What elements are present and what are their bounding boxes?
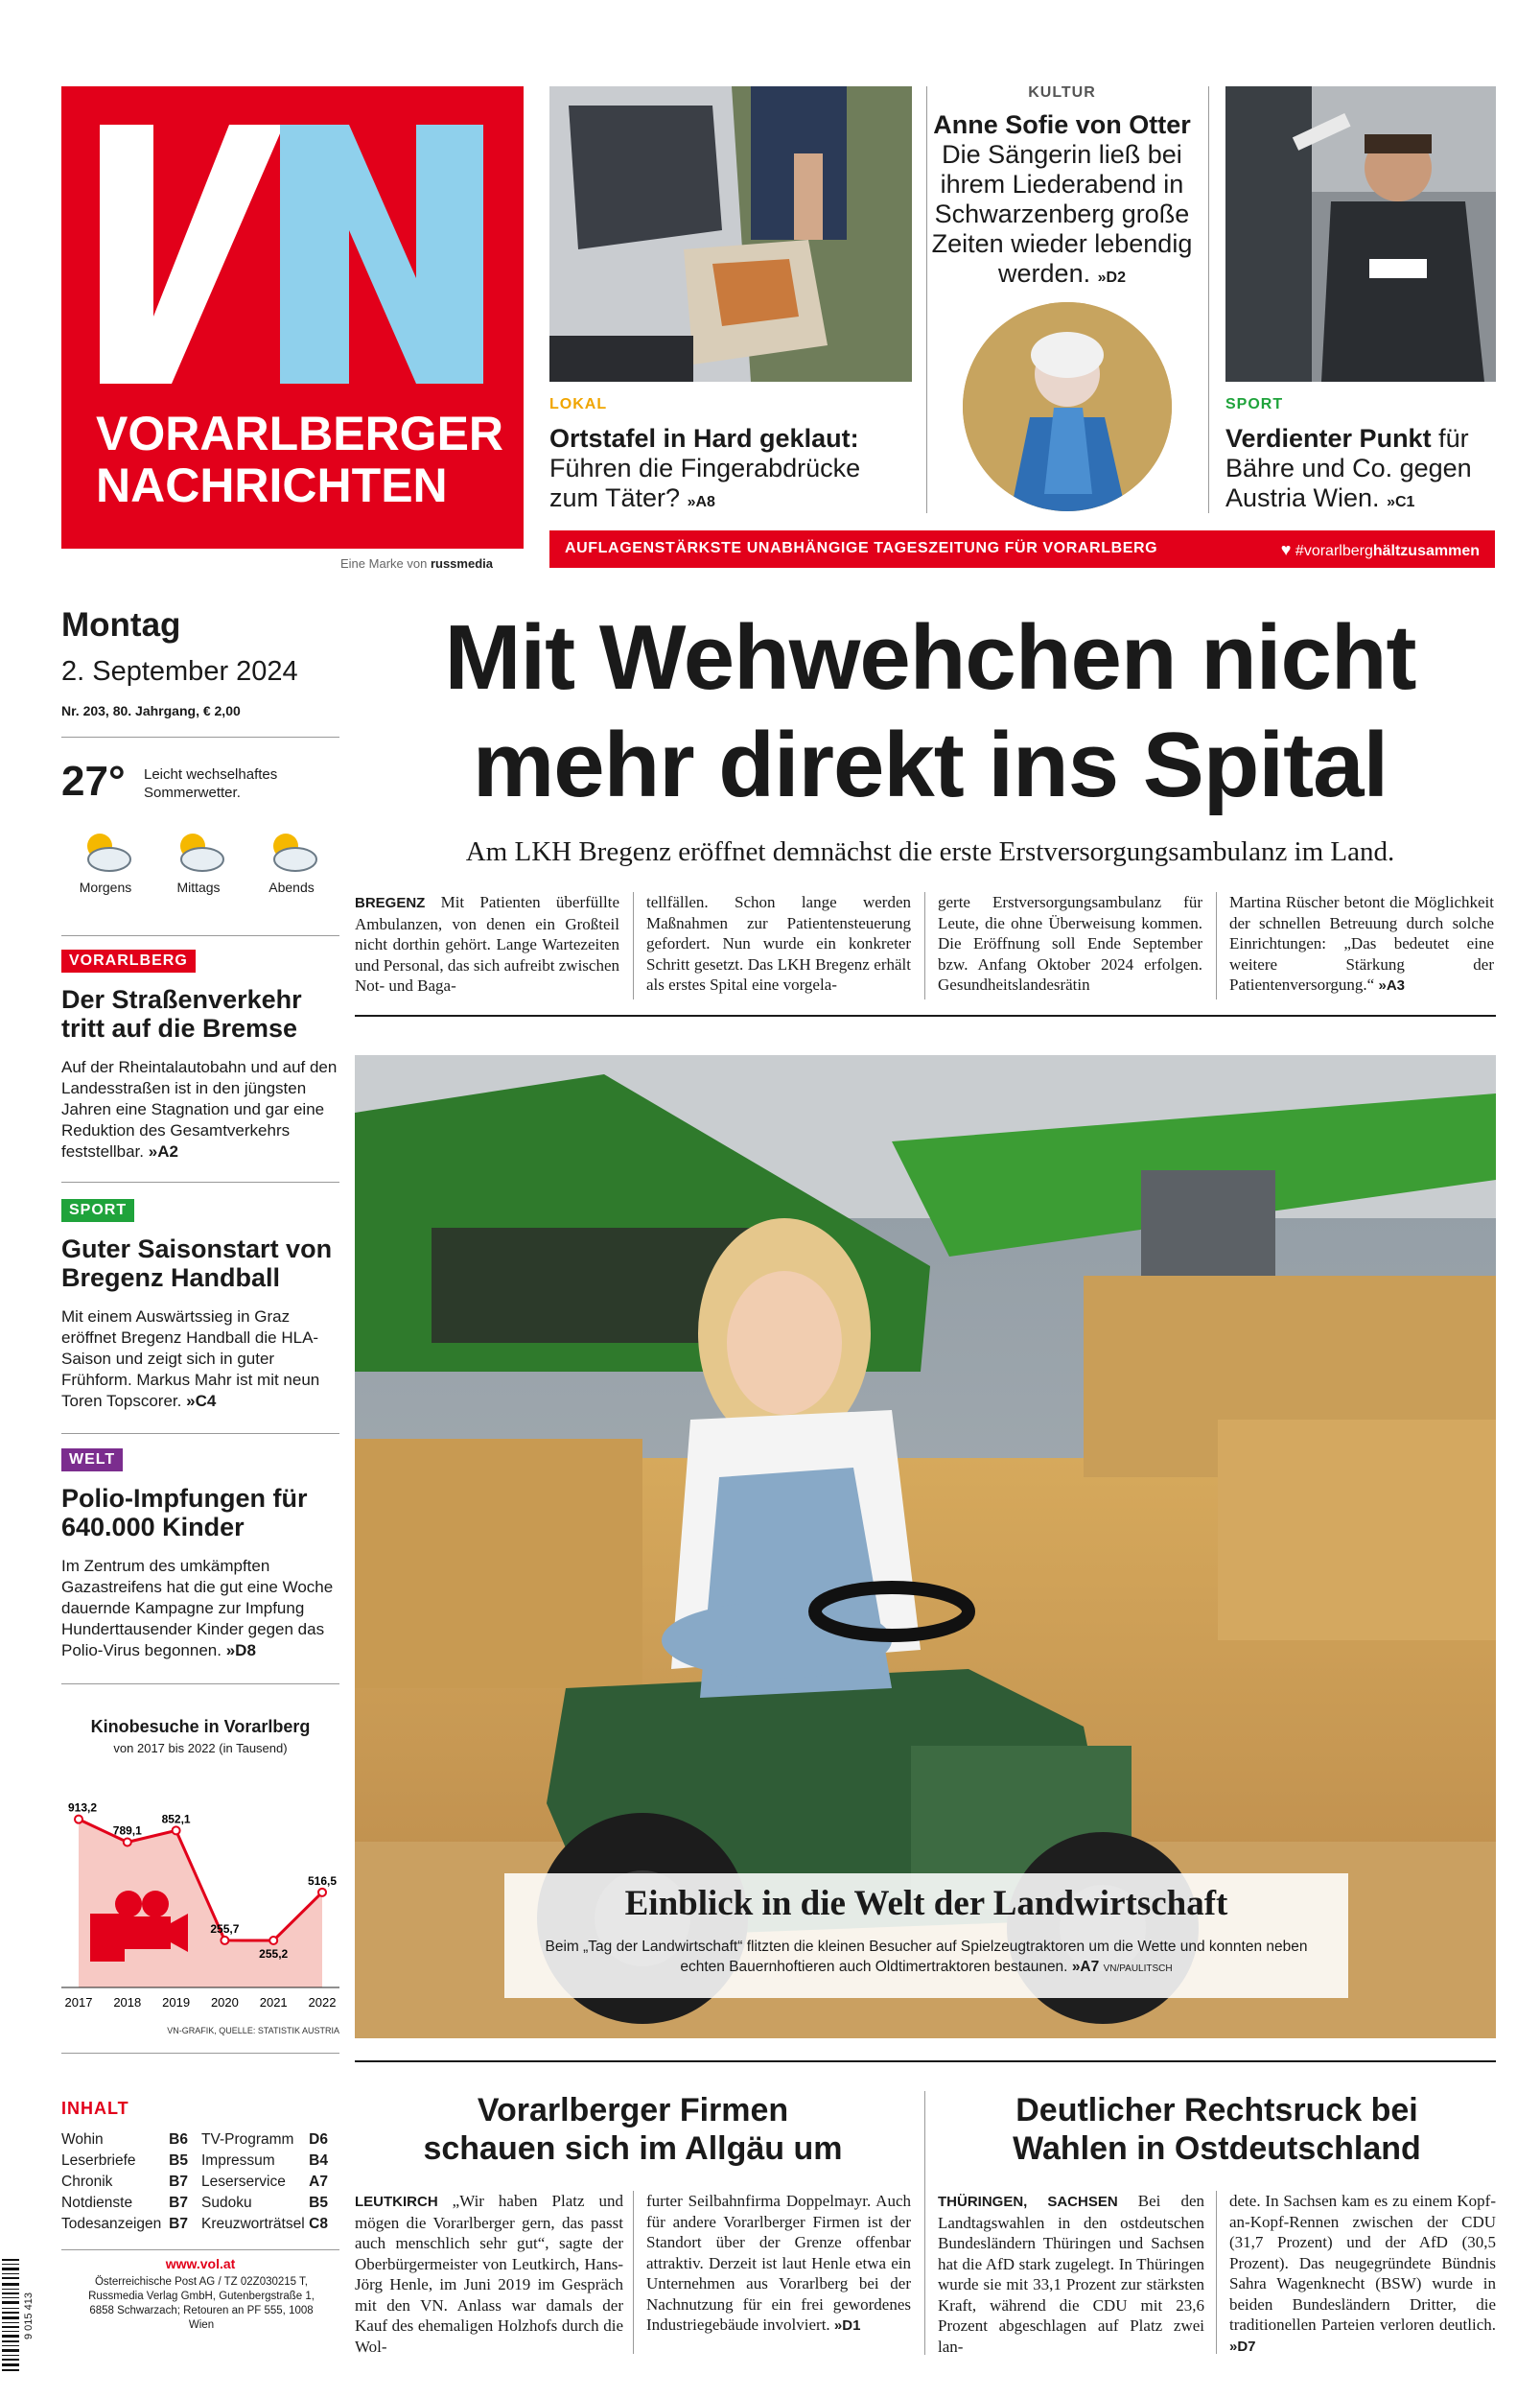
lead-dateline: BREGENZ <box>355 895 426 911</box>
side-body-traffic <box>61 1057 339 1163</box>
kultur-teaser[interactable] <box>930 110 1194 293</box>
divider <box>926 86 927 513</box>
partly-cloudy-icon <box>261 827 322 875</box>
index-label: Wohin <box>61 2131 104 2148</box>
lead-col2: tellfällen. Schon lange werden Maßnahmen zur Patientensteuerung gefordert. Nun wurde ein konkreter Schritt gesetzt. Das LKH Bregenz erhält als erstes Spital eine vorgela- <box>646 893 911 994</box>
photo-caption-headline: Einblick in die Welt der Landwirtschaft <box>624 1884 1228 1923</box>
logo-wordmark <box>96 408 503 511</box>
chart-data-label: 852,1 <box>161 1812 191 1826</box>
logo-tagline <box>340 556 493 571</box>
sport-headline: Verdienter Punkt <box>1225 424 1432 453</box>
divider <box>61 935 339 936</box>
chart-point <box>221 1937 228 1944</box>
weather-forecast <box>61 827 339 904</box>
index-label: Notdienste <box>61 2195 133 2211</box>
bottom-right-col2 <box>1229 2191 1496 2357</box>
bottom-right-dateline: THÜRINGEN, SACHSEN <box>938 2194 1118 2210</box>
chart-tick-label: 2020 <box>210 1995 239 2010</box>
barcode <box>0 2259 40 2374</box>
bottom-right-headline-line1: Deutlicher Rechtsruck bei <box>1015 2092 1418 2128</box>
lokal-ref: »A8 <box>687 494 715 510</box>
barcode-number: 9 015 413 <box>23 2292 35 2340</box>
lokal-text: Führen die Fingerabdrücke zum Täter? <box>549 454 861 512</box>
kultur-photo[interactable] <box>963 302 1172 511</box>
kultur-headline: Anne Sofie von Otter <box>933 110 1191 139</box>
lead-headline-line2: mehr direkt ins Spital <box>472 714 1388 816</box>
bottom-right-ref: »D7 <box>1229 2338 1256 2355</box>
divider <box>61 2249 339 2250</box>
chart-tick-label: 2022 <box>308 1995 337 2010</box>
index-page: B7 <box>169 2174 188 2190</box>
tagline-brand: russmedia <box>430 556 493 571</box>
police-scene-image <box>549 86 912 382</box>
index-page: B5 <box>309 2195 328 2211</box>
index-label: Leserbriefe <box>61 2152 136 2169</box>
chart-subtitle: von 2017 bis 2022 (in Tausend) <box>113 1741 288 1755</box>
weather-slot-label: Mittags <box>176 880 221 895</box>
index-label: Sudoku <box>201 2195 252 2211</box>
divider <box>355 1015 1496 1017</box>
index-page: B7 <box>169 2195 188 2211</box>
index-title: INHALT <box>61 2099 129 2118</box>
side-body-text: Mit einem Auswärtssieg in Graz eröffnet Bregenz Handball die HLA-Saison und zeigt sich in guter Frühform. Markus Mahr ist mit neun Toren Topscorer. <box>61 1307 320 1410</box>
divider <box>61 1182 339 1183</box>
index-page: D6 <box>309 2131 328 2148</box>
lead-headline[interactable] <box>355 604 1505 819</box>
logo-line2: NACHRICHTEN <box>96 458 448 512</box>
weather-slot-morning <box>67 827 144 895</box>
singer-portrait-image <box>963 302 1172 511</box>
bottom-right-col1 <box>938 2191 1204 2357</box>
bottom-left-col1 <box>355 2191 623 2357</box>
weather-slot-label: Abends <box>268 880 315 895</box>
kultur-kicker: KULTUR <box>1028 84 1096 101</box>
index-row[interactable] <box>201 2174 328 2191</box>
bottom-right-col1-text: Bei den Landtagswahlen in den ostdeutschen Bundesländern Thüringen und Sachsen hat die AfD stark zugelegt. In Thüringen wurde sie mit 33,1 Prozent zur stärksten Kraft, während die CDU mit 23,6 Prozent abgeschlagen auf Platz zwei lan- <box>938 2192 1204 2356</box>
lead-headline-line1: Mit Wehwehchen nicht <box>444 606 1416 709</box>
index-row[interactable] <box>201 2152 328 2170</box>
divider <box>61 737 339 738</box>
index-row[interactable] <box>61 2174 188 2191</box>
bottom-left-col1-text: „Wir haben Platz und mögen die Vorarlberger gern, das passt auch menschlich sehr gut“, sagte der Oberbürgermeister von Leutkirch, Hans-Jörg Henle, im Juni 2019 im Gespräch mit den VN. Anlass war damals der Kauf des ehemaligen Holzhofs durch die Wol- <box>355 2192 623 2356</box>
sport-text-a: für <box>1438 424 1469 453</box>
sport-photo[interactable] <box>1225 86 1496 382</box>
imprint-text: Österreichische Post AG / TZ 02Z030215 T, Russmedia Verlag GmbH, Gutenbergstraße 1, 6858 Schwarzach; Retouren an PF 555, 1008 Wien <box>88 2276 315 2331</box>
bottom-right-col2-text: dete. In Sachsen kam es zu einem Kopf-an-Kopf-Rennen zwischen der CDU (31,7 Prozent) und der AfD (30,5 Prozent). Das neugegründete Bündnis Sahra Wagenknecht (BSW) wurde in beiden Bundesländern Dritter, die traditionellen Parteien verloren deutlich. <box>1229 2192 1496 2334</box>
index-label: Chronik <box>61 2174 113 2190</box>
photo-ref: »A7 <box>1071 1959 1100 1975</box>
index-label: Kreuzworträtsel <box>201 2216 305 2232</box>
chart-point <box>124 1838 131 1846</box>
index-row[interactable] <box>61 2195 188 2212</box>
side-headline-traffic[interactable]: Der Straßenverkehr tritt auf die Bremse <box>61 985 302 1043</box>
vn-logo[interactable] <box>61 86 524 549</box>
side-headline-handball[interactable]: Guter Saisonstart von Bregenz Handball <box>61 1234 333 1292</box>
photo-credit: VN/PAULITSCH <box>1103 1963 1173 1974</box>
imprint-url[interactable]: www.vol.at <box>165 2256 236 2271</box>
date-full: 2. September 2024 <box>61 656 298 687</box>
football-player-image <box>1225 86 1496 382</box>
kultur-ref: »D2 <box>1097 270 1126 286</box>
photo-caption <box>533 1937 1319 1979</box>
weather-desc: Leicht wechselhaftes Sommerwetter. <box>144 766 278 801</box>
photo-caption-box <box>504 1873 1348 1998</box>
divider <box>1208 86 1209 513</box>
divider <box>924 892 925 999</box>
chart-point <box>75 1816 82 1823</box>
divider <box>61 1433 339 1434</box>
lead-ref: »A3 <box>1378 977 1406 994</box>
bottom-left-headline[interactable] <box>355 2091 911 2168</box>
partly-cloudy-icon <box>168 827 229 875</box>
divider <box>355 2060 1496 2062</box>
bottom-left-headline-line2: schauen sich im Allgäu um <box>423 2130 843 2167</box>
sport-teaser[interactable] <box>1225 424 1499 517</box>
lokal-headline: Ortstafel in Hard geklaut: <box>549 424 859 453</box>
heart-icon: ♥ <box>1280 540 1292 559</box>
chart-data-label: 255,2 <box>259 1947 289 1962</box>
bottom-right-headline[interactable] <box>938 2091 1496 2168</box>
index-row[interactable] <box>61 2216 188 2233</box>
index-label: Impressum <box>201 2152 275 2169</box>
chart-tick-label: 2017 <box>64 1995 93 2010</box>
photo-caption-text: Beim „Tag der Landwirtschaft“ flitzten die kleinen Besucher auf Spielzeugtraktoren um die Wette und konnten neben echten Bauernhoftieren auch Oldtimertraktoren bestaunen. <box>545 1939 1308 1975</box>
side-ref: »C4 <box>186 1392 217 1410</box>
index-row[interactable] <box>201 2195 328 2212</box>
divider <box>61 2053 339 2054</box>
chart-data-label: 255,7 <box>210 1921 240 1936</box>
hashtag-a: #vorarlberg <box>1295 543 1373 559</box>
index-label: TV-Programm <box>201 2131 294 2148</box>
bottom-left-ref: »D1 <box>833 2317 861 2334</box>
sport-text: Bähre und Co. gegen Austria Wien. <box>1225 454 1472 512</box>
chart-tick-label: 2019 <box>162 1995 191 2010</box>
lead-subheadline: Am LKH Bregenz eröffnet demnächst die erste Erstversorgungsambulanz im Land. <box>465 836 1395 867</box>
chart-tick-label: 2021 <box>259 1995 288 2010</box>
tagline-prefix: Eine Marke von <box>340 556 428 571</box>
divider <box>1216 892 1217 999</box>
sport-ref: »C1 <box>1387 494 1415 510</box>
side-ref: »A2 <box>148 1142 178 1161</box>
index-row[interactable] <box>201 2131 328 2149</box>
chart-data-label: 913,2 <box>67 1800 98 1815</box>
side-body-handball <box>61 1306 339 1412</box>
chart-point <box>269 1937 277 1944</box>
chart-tick-label: 2018 <box>113 1995 142 2010</box>
sport-kicker: SPORT <box>1225 396 1284 412</box>
index-page: B7 <box>169 2216 188 2232</box>
index-page: B4 <box>309 2152 328 2169</box>
issue-info: Nr. 203, 80. Jahrgang, € 2,00 <box>61 703 241 718</box>
divider <box>924 2091 925 2355</box>
lead-col4 <box>1229 892 1494 997</box>
index-label: Todesanzeigen <box>61 2216 162 2232</box>
chart-title: Kinobesuche in Vorarlberg <box>90 1717 311 1736</box>
kultur-text: Die Sängerin ließ bei ihrem Liederabend in Schwarzenberg große Zeiten wieder lebendig werden. <box>931 140 1193 288</box>
side-headline-polio[interactable]: Polio-Impfungen für 640.000 Kinder <box>61 1484 308 1541</box>
banner-slogan: AUFLAGENSTÄRKSTE UNABHÄNGIGE TAGESZEITUNG FÜR VORARLBERG <box>565 540 1158 556</box>
divider <box>633 892 634 999</box>
side-body-polio <box>61 1556 339 1661</box>
weather-slot-evening <box>253 827 330 895</box>
chart-point <box>173 1826 180 1834</box>
side-body-text: Im Zentrum des umkämpften Gazastreifens hat die gut eine Woche dauernde Kampagne zur Impfung Hunderttausender Kinder gegen das Polio-Virus begonnen. <box>61 1557 334 1659</box>
divider <box>334 606 335 2362</box>
weather-temp: 27° <box>61 758 126 805</box>
partly-cloudy-icon <box>75 827 136 875</box>
hashtag-b: hältzusammen <box>1372 543 1480 559</box>
index-page: B6 <box>169 2131 188 2148</box>
cinema-chart <box>61 1765 339 2024</box>
index-page: B5 <box>169 2152 188 2169</box>
bottom-left-col2 <box>646 2191 911 2337</box>
chart-data-label: 516,5 <box>307 1873 338 1888</box>
lead-col1 <box>355 892 619 997</box>
index-page: A7 <box>309 2174 328 2190</box>
divider <box>633 2191 634 2354</box>
side-body-text: Auf der Rheintalautobahn und auf den Landesstraßen ist in den jüngsten Jahren eine Stagnation und gar eine Reduktion des Gesamtverkehrs feststellbar. <box>61 1058 338 1161</box>
index-row[interactable] <box>61 2152 188 2170</box>
lead-col3: gerte Erstversorgungsambulanz für Leute, die ohne Überweisung kommen. Die Eröffnung soll Ende September bzw. Anfang Oktober 2024 erfolgen. Gesundheitslandesrätin <box>938 893 1202 994</box>
bottom-right-headline-line2: Wahlen in Ostdeutschland <box>1013 2130 1421 2167</box>
weather-slot-label: Morgens <box>79 880 132 895</box>
side-kicker-welt: WELT <box>61 1448 123 1471</box>
index-row[interactable] <box>61 2131 188 2149</box>
logo-line1: VORARLBERGER <box>96 407 504 460</box>
top-banner <box>549 530 1495 568</box>
index-label: Leserservice <box>201 2174 286 2190</box>
index-row[interactable] <box>201 2216 328 2233</box>
bottom-left-headline-line1: Vorarlberger Firmen <box>477 2092 789 2128</box>
side-ref: »D8 <box>225 1641 256 1659</box>
date-weekday: Montag <box>61 606 181 644</box>
lokal-kicker: LOKAL <box>549 396 608 412</box>
divider <box>61 1683 339 1684</box>
weather-slot-midday <box>160 827 237 895</box>
index-page: C8 <box>309 2216 328 2232</box>
divider <box>1216 2191 1217 2354</box>
bottom-left-dateline: LEUTKIRCH <box>355 2194 438 2210</box>
lead-col4-text: Martina Rüscher betont die Möglichkeit der schnellen Betreuung durch solche Einrichtungen: „Das bedeutet eine weitere Stärkung der Patientenversorgung.“ <box>1229 893 1494 994</box>
side-kicker-vorarlberg: VORARLBERG <box>61 950 196 973</box>
chart-source: VN-GRAFIK, QUELLE: STATISTIK AUSTRIA <box>167 2026 339 2035</box>
lokal-photo[interactable] <box>549 86 912 382</box>
lokal-teaser[interactable] <box>549 424 914 517</box>
side-kicker-sport: SPORT <box>61 1199 134 1222</box>
banner-hashtag[interactable] <box>1281 540 1480 560</box>
chart-point <box>318 1889 326 1896</box>
bottom-left-col2-text: furter Seilbahnfirma Doppelmayr. Auch für andere Vorarlberger Firmen ist der Standort über der Grenze offenbar attraktiv. Derzeit ist laut Henle etwa ein Unternehmen aus Vorarlberg bei der Nachnutzung für ein frei gewordenes Industriegebäude involviert. <box>646 2192 911 2334</box>
chart-data-label: 789,1 <box>112 1823 142 1838</box>
lead-col1-text: Mit Patienten überfüllte Ambulanzen, von denen ein Großteil nicht dorthin gehört. Lange Wartezeiten und Personal, das sich aufreibt zwischen Not- und Baga- <box>355 893 619 995</box>
